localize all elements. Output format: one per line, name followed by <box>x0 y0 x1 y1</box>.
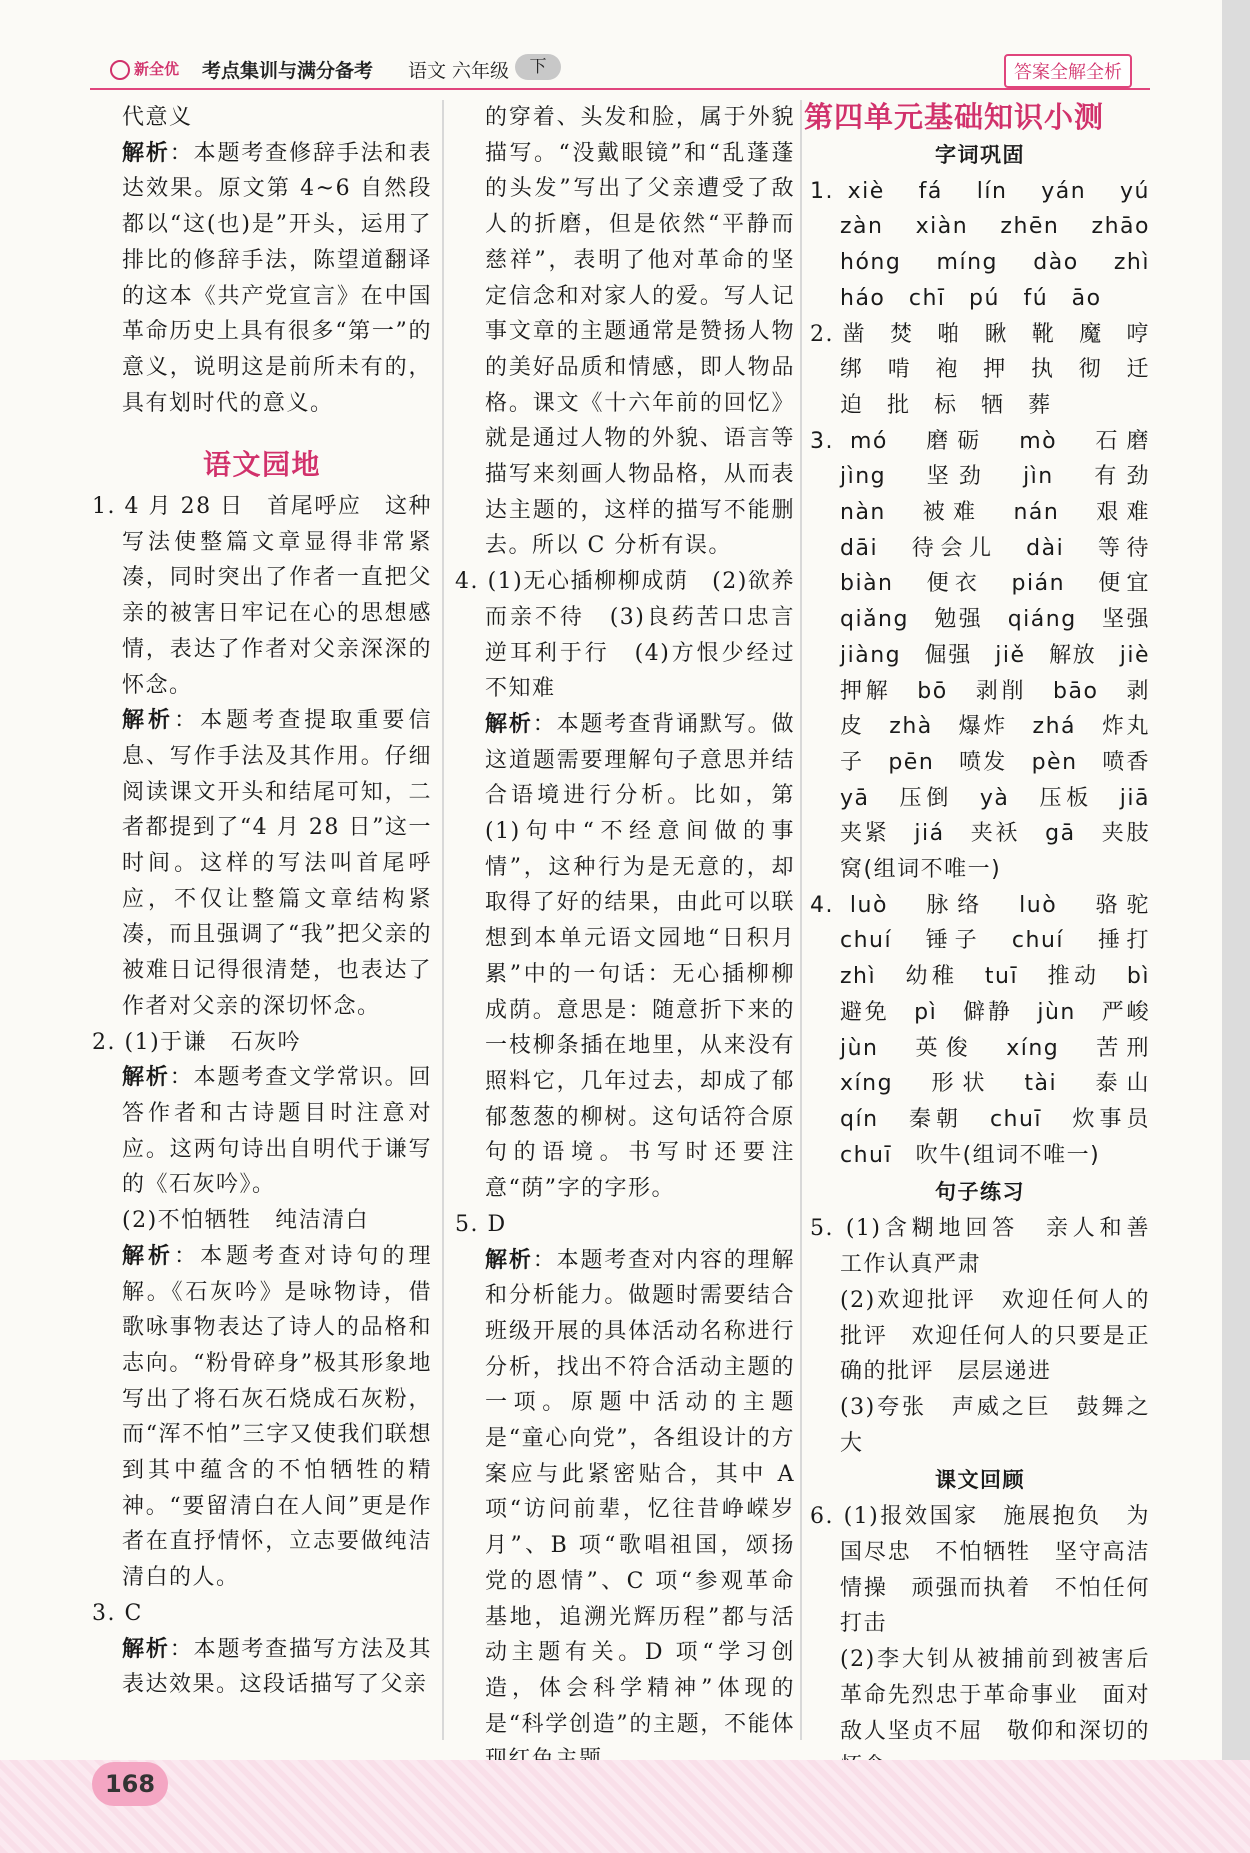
column-right <box>804 100 1174 1821</box>
analysis-block <box>455 1243 795 1779</box>
analysis-block <box>92 703 432 1024</box>
header-divider <box>90 88 1150 90</box>
analysis-label: 解析 <box>122 1636 170 1662</box>
brand-icon <box>110 60 130 80</box>
answer-5-part2: (2)欢迎批评 欢迎任何人的批评 欢迎任何人的只要是正确的批评 层层递进 <box>840 1287 1150 1385</box>
term-badge: 下 <box>515 54 561 80</box>
answer-label: 答案全解全析 <box>1004 54 1132 88</box>
answer-4: 4. (1)无心插柳柳成荫 (2)欲养而亲不待 (3)良药苦口忠言逆耳利于行 (4)方恨少经过不知难 <box>455 569 795 702</box>
brand-name: 新全优 <box>134 60 180 78</box>
analysis-text: ：本题考查修辞手法和表达效果。原文第 4~6 自然段都以“这(也)是”开头，运用了排比的修辞手法，陈望道翻译的这本《共产党宣言》在中国革命历史上具有很多“第一”的意义，说明这是前所未有的，具有划时代的意义。 <box>122 140 432 416</box>
analysis-text: ：本题考查描写方法及其表达效果。这段话描写了父亲 <box>122 1636 432 1698</box>
subsection-title: 字词巩固 <box>935 142 1025 167</box>
analysis-continued: 的穿着、头发和脸，属于外貌描写。“没戴眼镜”和“乱蓬蓬的头发”写出了父亲遭受了敌人的折磨，但是依然“平静而慈祥”，表明了他对革命的坚定信念和对家人的爱。写人记事文章的主题通常是赞扬人物的美好品质和情感，即人物品格。课文《十六年前的回忆》就是通过人物的外貌、语言等描写来刻画人物品格，从而表达主题的，这样的描写不能删去。所以 C 分析有误。 <box>485 105 795 559</box>
answer-1: 1. 4 月 28 日 首尾呼应 这种写法使整篇文章显得非常紧凑，同时突出了作者一直把父亲的被害日牢记在心的思想感情，表达了作者对父亲深深的怀念。 <box>92 494 432 698</box>
analysis-block <box>92 1239 432 1596</box>
answer-4: 4. luò 脉络 luò 骆驼 chuí 锤子 chuí 捶打 zhì 幼稚 tuī 推动 bì 避免 pì 僻静 jùn 严峻 jùn 英俊 xíng 苦刑 xíng 形状 tài 泰山 qín 秦朝 chuī 炊事员 chuī 吹牛(组词不唯一) <box>810 892 1174 1168</box>
analysis-label: 解析 <box>122 708 175 734</box>
answer-3: 3. mó 磨砺 mò 石磨 jìng 坚劲 jìn 有劲 nàn 被难 nán 艰难 dāi 待会儿 dài 等待 biàn 便衣 pián 便宜 qiǎng 勉强 qiáng 坚强 jiàng 倔强 jiě 解放 jiè 押解 bō 剥削 bāo 剥皮 zhà 爆炸 zhá 炸丸子 pēn 喷发 pèn 喷香 yā 压倒 yà 压板 jiā 夹紧 jiá 夹袄 gā 夹肢窝(组词不唯一) <box>810 428 1174 883</box>
answer-2: 2. (1)于谦 石灰吟 <box>92 1029 302 1055</box>
text-line: 代意义 <box>122 105 193 130</box>
answer-1: 1. xiè fá lín yán yú zàn xiàn zhēn zhāo hóng míng dào zhì háo chī pú fú āo <box>810 178 1174 311</box>
analysis-label: 解析 <box>485 1247 533 1273</box>
analysis-block <box>455 707 795 1207</box>
analysis-text: ：本题考查提取重要信息、写作手法及其作用。仔细阅读课文开头和结尾可知，二者都提到了“4 月 28 日”这一时间。这样的写法叫首尾呼应，不仅让整篇文章结构紧凑，而且强调了“我”把父亲的被难日记得很清楚，也表达了作者对父亲的深切怀念。 <box>122 708 432 1019</box>
analysis-label: 解析 <box>485 711 533 737</box>
analysis-label: 解析 <box>122 1243 175 1269</box>
unit-title: 第四单元基础知识小测 <box>804 100 1105 134</box>
column-left <box>92 100 432 1703</box>
footer-pattern <box>0 1760 1250 1853</box>
analysis-block <box>92 1632 432 1703</box>
subsection-title: 课文回顾 <box>935 1468 1025 1493</box>
analysis-text: ：本题考查对诗句的理解。《石灰吟》是咏物诗，借歌咏事物表达了诗人的品格和志向。“粉骨碎身”极其形象地写出了将石灰石烧成石灰粉，而“浑不怕”三字又使我们联想到其中蕴含的不怕牺牲的精神。“要留清白在人间”更是作者在直抒情怀，立志要做纯洁清白的人。 <box>122 1243 432 1591</box>
analysis-block <box>92 1060 432 1203</box>
answer-5-part3: (3)夸张 声威之巨 鼓舞之大 <box>840 1394 1150 1456</box>
book-title: 考点集训与满分备考 <box>202 60 374 82</box>
answer-6-part2: (2)李大钊从被捕前到被害后 革命先烈忠于革命事业 面对敌人坚贞不屈 敬仰和深切的 <box>840 1647 1150 1744</box>
page-number: 168 <box>104 1770 156 1798</box>
analysis-block <box>92 136 432 422</box>
analysis-label: 解析 <box>122 140 170 166</box>
column-divider <box>800 100 802 1740</box>
answer-6: 6. (1)报效国家 施展抱负 为国尽忠 不怕牺牲 坚守高洁情操 顽强而执着 不怕任何打击 <box>810 1504 1150 1637</box>
column-middle <box>455 100 795 1778</box>
answer-5: 5. D <box>455 1211 507 1237</box>
answer-5: 5. (1)含糊地回答 亲人和善 工作认真严肃 <box>810 1216 1174 1278</box>
analysis-label: 解析 <box>122 1065 170 1091</box>
page-edge <box>1222 0 1250 1853</box>
analysis-text: ：本题考查对内容的理解和分析能力。做题时需要结合班级开展的具体活动名称进行分析，找出不符合活动主题的一项。原题中活动的主题是“童心向党”，各组设计的方案应与此紧密贴合，其中 A 项“访问前辈，忆往昔峥嵘岁月”、B 项“歌唱祖国，颂扬党的恩情”、C 项“参观革命基地，追溯光辉历程”都与活动主题有关。D 项“学习创造，体会科学精神”体现的是“科学创造”的主题，不能体 <box>485 1247 795 1737</box>
brand-logo <box>110 58 179 80</box>
page-header <box>90 52 1150 90</box>
answer-2-part2: (2)不怕牺牲 纯洁清白 <box>122 1208 370 1234</box>
subject-grade: 语文 六年级 <box>408 60 510 82</box>
section-title: 语文园地 <box>202 448 321 482</box>
subsection-title: 句子练习 <box>935 1180 1025 1205</box>
column-divider <box>442 100 444 1740</box>
analysis-text: ：本题考查文学常识。回答作者和古诗题目时注意对应。这两句诗出自明代于谦写的《石灰吟》。 <box>122 1065 432 1198</box>
answer-2: 2. 凿 焚 啪 瞅 靴 魔 哼 绑 啃 袍 押 执 彻 迁 迫 批 标 牺 葬 <box>810 321 1174 418</box>
analysis-text: ：本题考查背诵默写。做这道题需要理解句子意思并结合语境进行分析。比如，第(1)句中“不经意间做的事情”，这种行为是无意的，却取得了好的结果，由此可以联想到本单元语文园地“日积月累”中的一句话：无心插柳柳成荫。意思是：随意折下来的一枝柳条插在地里，从来没有照料它，几年过去，却成了郁郁葱葱的柳树。这句话符合原句的语境。书写时还要注意“荫”字的字形。 <box>485 711 795 1202</box>
answer-3: 3. C <box>92 1600 143 1626</box>
